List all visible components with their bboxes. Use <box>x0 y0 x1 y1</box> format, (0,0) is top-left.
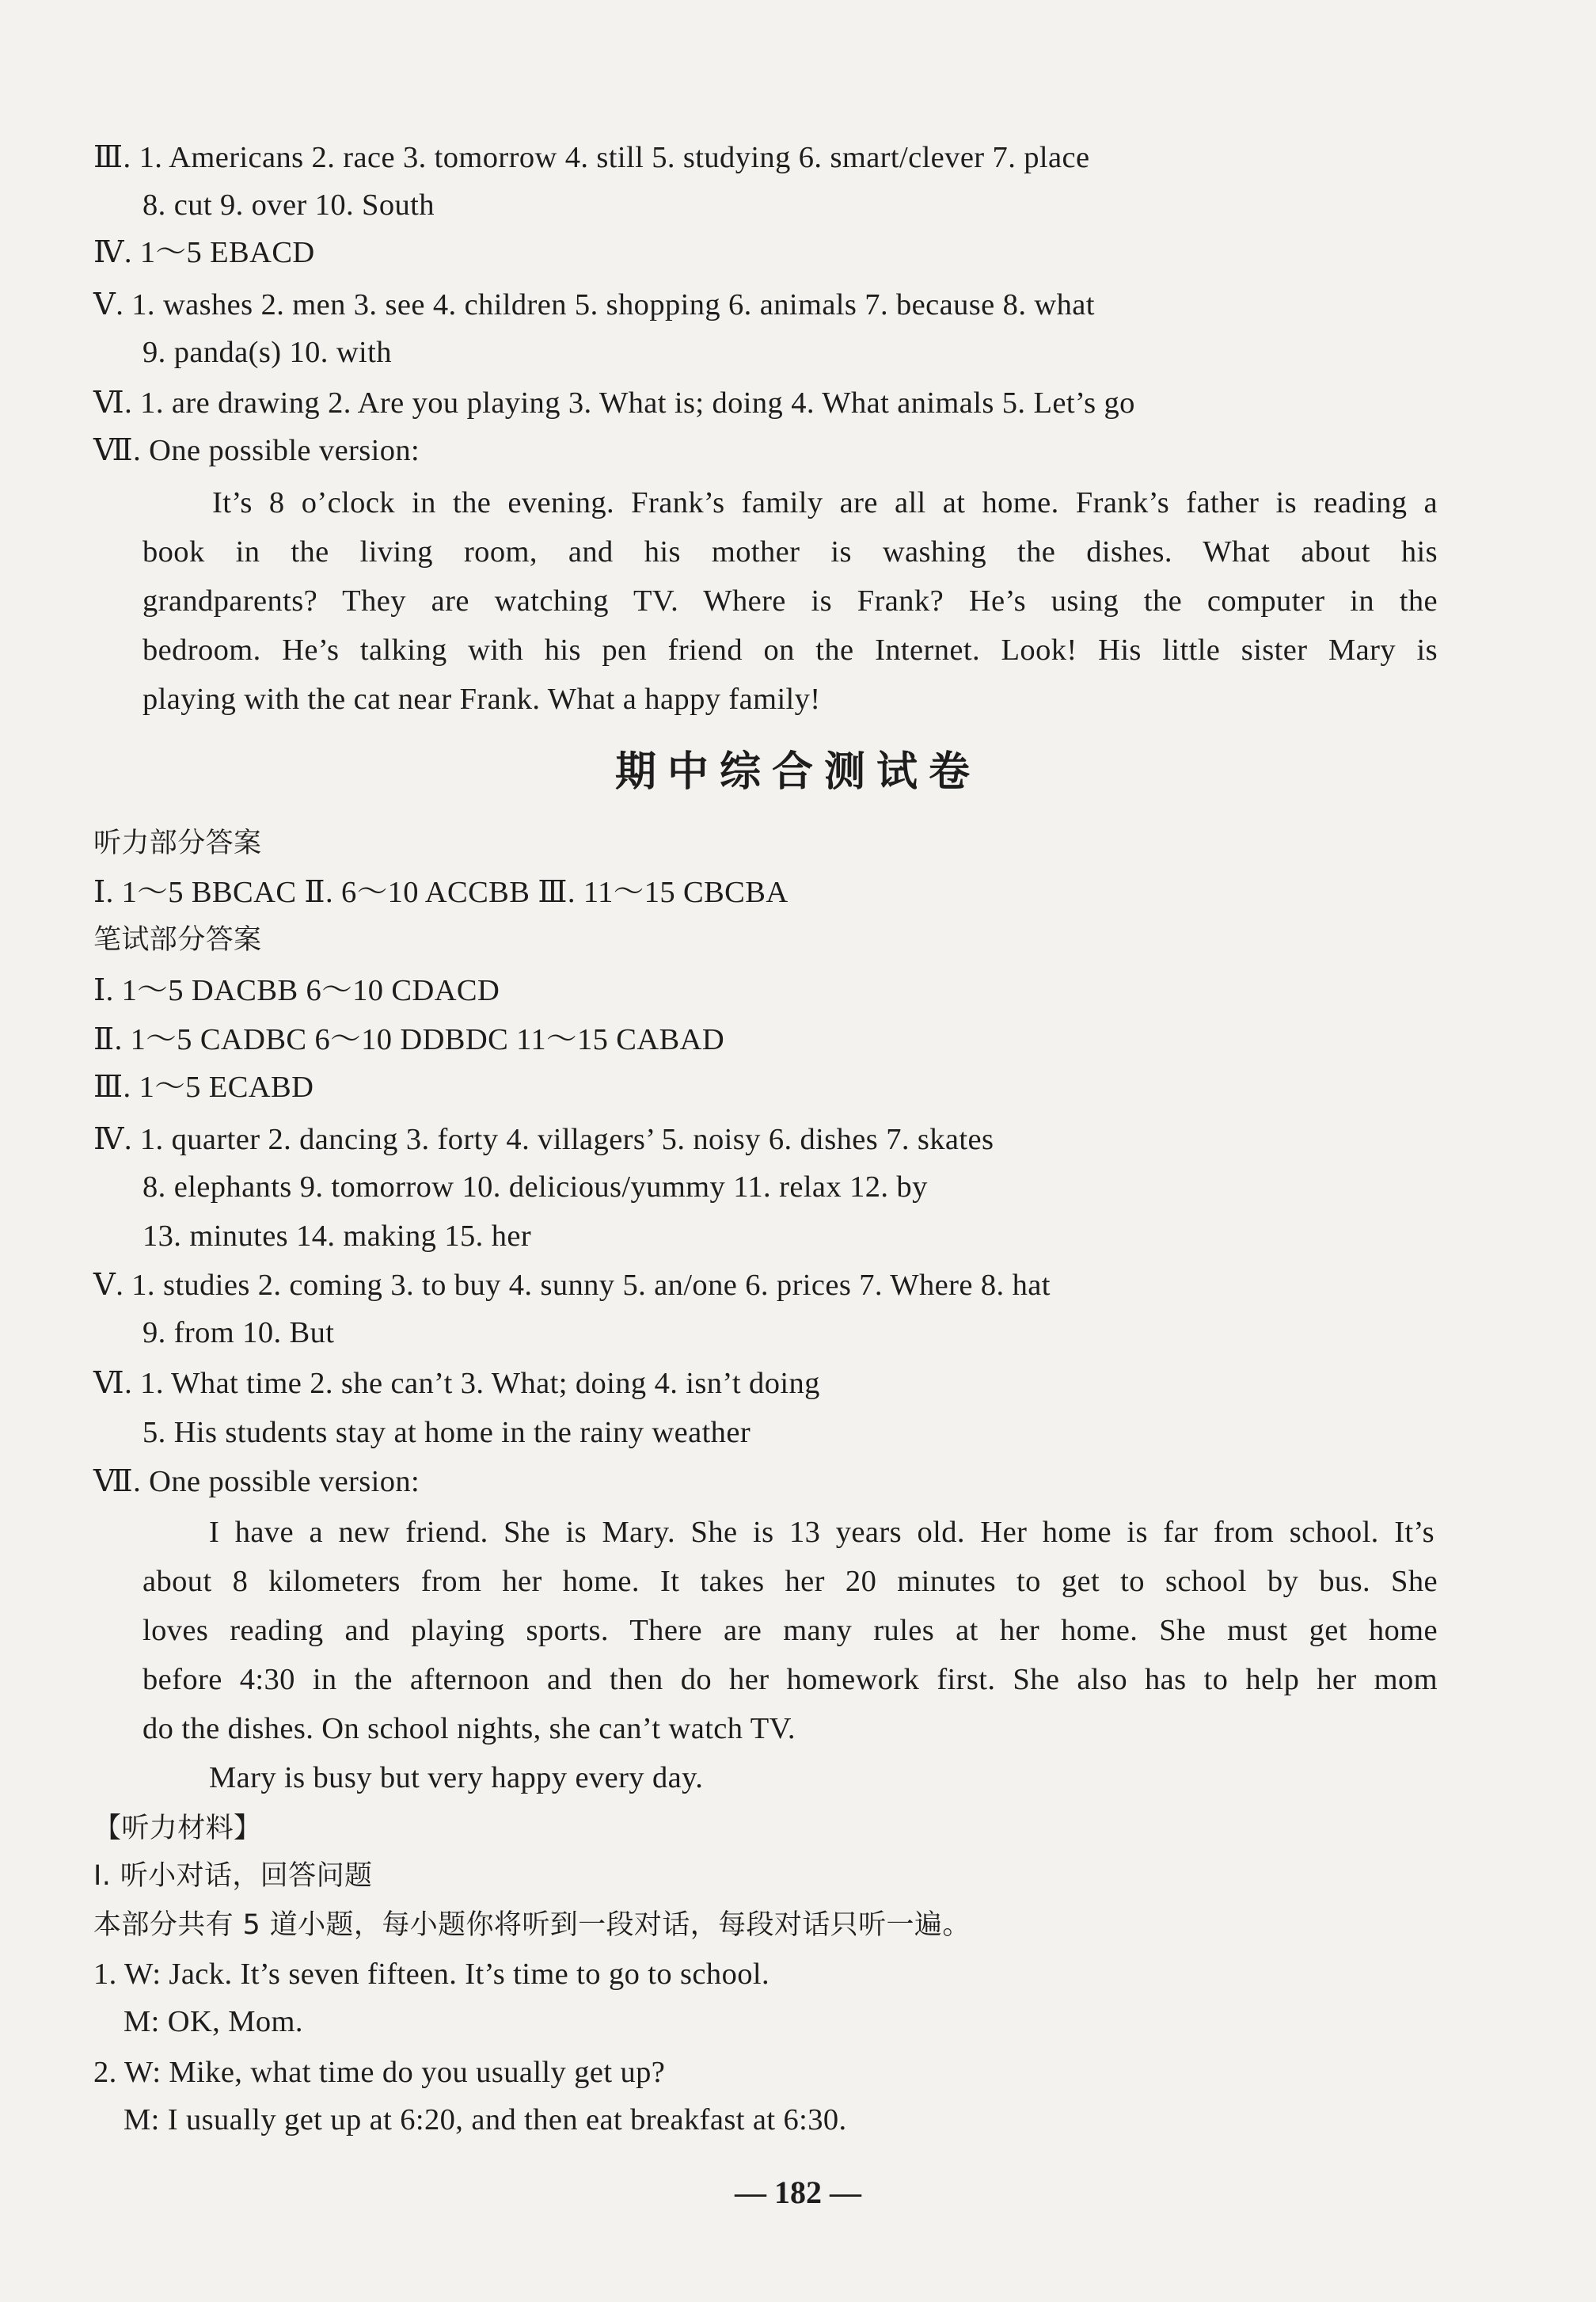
page-number: — 182 — <box>735 2175 861 2210</box>
answer-line-vii: Ⅶ. One possible version: <box>93 1465 420 1498</box>
essay-line: grandparents? They are watching TV. Where is Frank? He’s using the computer in the <box>142 584 1438 618</box>
answer-line-iv-cont: 13. minutes 14. making 15. her <box>142 1219 532 1253</box>
essay-line: bedroom. He’s talking with his pen friend on the Internet. Look! His little sister Mary is <box>142 634 1438 667</box>
answer-line-v: Ⅴ. 1. studies 2. coming 3. to buy 4. sunny 5. an/one 6. prices 7. Where 8. hat <box>93 1269 1051 1302</box>
dialogue-line: 1. W: Jack. It’s seven fifteen. It’s time to go to school. <box>93 1958 770 1991</box>
answer-line-v-cont: 9. from 10. But <box>142 1316 335 1349</box>
essay-line: It’s 8 o’clock in the evening. Frank’s family are all at home. Frank’s father is reading a <box>212 486 1438 519</box>
answer-line-vi-cont: 5. His students stay at home in the rainy weather <box>142 1416 751 1449</box>
essay-line: about 8 kilometers from her home. It takes her 20 minutes to get to school by bus. She <box>142 1565 1438 1598</box>
listening-part-heading: Ⅰ. 听小对话，回答问题 <box>93 1860 373 1892</box>
answer-line-vii: Ⅶ. One possible version: <box>93 434 420 467</box>
answer-line-vi: Ⅵ. 1. What time 2. she can’t 3. What; doing 4. isn’t doing <box>93 1367 820 1400</box>
answer-line-v-cont: 9. panda(s) 10. with <box>142 336 392 369</box>
section-title: 期中综合测试卷 <box>614 748 981 796</box>
written-answers-heading: 笔试部分答案 <box>93 924 262 956</box>
listening-answers-heading: 听力部分答案 <box>93 828 262 859</box>
answer-line-iv: Ⅳ. 1. quarter 2. dancing 3. forty 4. villagers’ 5. noisy 6. dishes 7. skates <box>93 1123 994 1156</box>
essay-line: playing with the cat near Frank. What a happy family! <box>142 683 821 716</box>
answer-line-vi: Ⅵ. 1. are drawing 2. Are you playing 3. What is; doing 4. What animals 5. Let’s go <box>93 386 1135 420</box>
essay-closing-line: Mary is busy but very happy every day. <box>209 1761 704 1794</box>
dialogue-line: M: I usually get up at 6:20, and then eat breakfast at 6:30. <box>124 2103 847 2136</box>
answer-line-iv-cont: 8. elephants 9. tomorrow 10. delicious/yummy 11. relax 12. by <box>142 1170 928 1204</box>
essay-line: do the dishes. On school nights, she can’t watch TV. <box>142 1712 796 1745</box>
dialogue-line: M: OK, Mom. <box>124 2005 303 2038</box>
listening-answers-line: Ⅰ. 1～5 BBCAC Ⅱ. 6～10 ACCBB Ⅲ. 11～15 CBCBA <box>93 876 788 909</box>
answer-line-ii: Ⅱ. 1～5 CADBC 6～10 DDBDC 11～15 CABAD <box>93 1023 725 1056</box>
answer-line-v: Ⅴ. 1. washes 2. men 3. see 4. children 5. shopping 6. animals 7. because 8. what <box>93 288 1095 322</box>
essay-line: before 4:30 in the afternoon and then do her homework first. She also has to help her mom <box>142 1663 1438 1696</box>
listening-material-heading: 【听力材料】 <box>93 1813 262 1844</box>
answer-line-iii: Ⅲ. 1～5 ECABD <box>93 1071 314 1104</box>
answer-line-iii-cont: 8. cut 9. over 10. South <box>142 188 435 222</box>
essay-line: I have a new friend. She is Mary. She is 13 years old. Her home is far from school. It’s <box>209 1516 1434 1549</box>
answer-line-i: Ⅰ. 1～5 DACBB 6～10 CDACD <box>93 974 500 1007</box>
essay-line: loves reading and playing sports. There are many rules at her home. She must get home <box>142 1614 1438 1647</box>
listening-instructions: 本部分共有 5 道小题，每小题你将听到一段对话，每段对话只听一遍。 <box>93 1909 971 1941</box>
dialogue-line: 2. W: Mike, what time do you usually get up? <box>93 2056 666 2089</box>
essay-line: book in the living room, and his mother is washing the dishes. What about his <box>142 535 1438 569</box>
answer-line-iii: Ⅲ. 1. Americans 2. race 3. tomorrow 4. still 5. studying 6. smart/clever 7. place <box>93 141 1090 174</box>
answer-line-iv: Ⅳ. 1～5 EBACD <box>93 236 315 269</box>
